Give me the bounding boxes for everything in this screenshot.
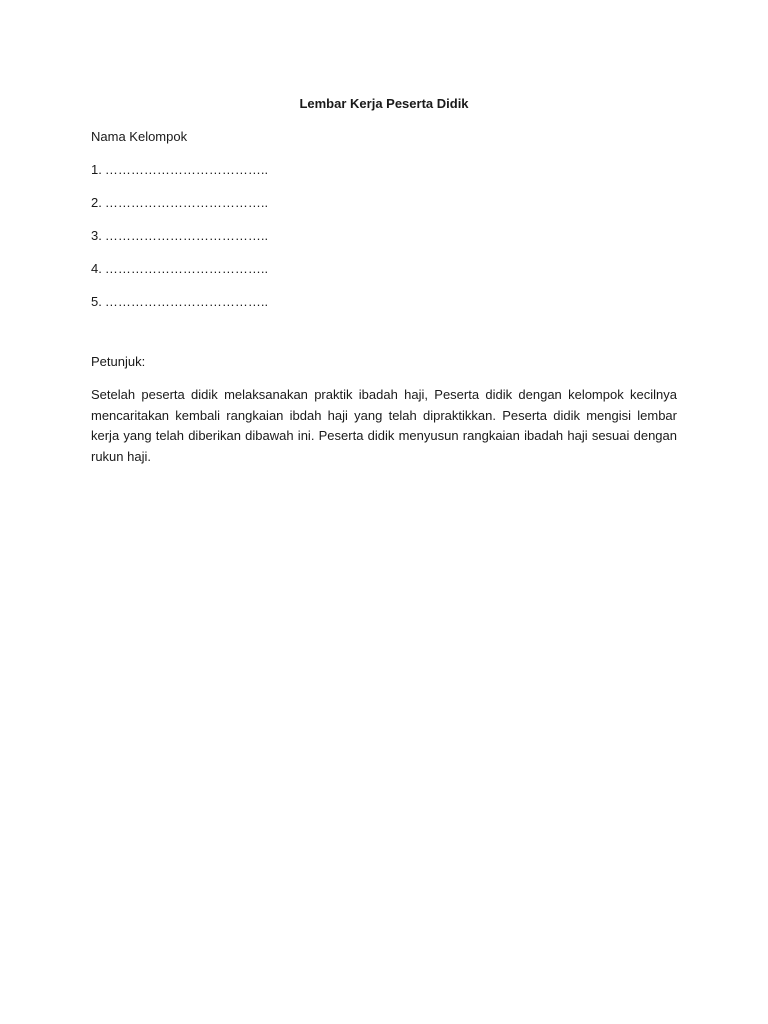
member-number: 4. — [91, 261, 102, 276]
member-number: 3. — [91, 228, 102, 243]
list-item — [91, 226, 677, 246]
member-number: 2. — [91, 195, 102, 210]
instruction-label: Petunjuk: — [91, 354, 146, 369]
member-blank: ……………………………….. — [104, 294, 269, 309]
member-blank: ……………………………….. — [104, 162, 269, 177]
list-item — [91, 160, 677, 180]
member-number: 5. — [91, 294, 102, 309]
instruction-paragraph: Setelah peserta didik melaksanakan praktik ibadah haji, Peserta didik dengan kelompok kecilnya mencaritakan kembali rangkaian ibdah haji yang telah dipraktikkan. Peserta didik mengisi lembar kerja yang telah diberikan dibawah ini. Peserta didik menyusun rangkaian ibadah haji sesuai dengan rukun haji. — [91, 387, 677, 464]
page-title: Lembar Kerja Peserta Didik — [299, 96, 469, 111]
list-item — [91, 259, 677, 279]
list-item — [91, 292, 677, 312]
member-number: 1. — [91, 162, 102, 177]
group-name-label: Nama Kelompok — [91, 129, 188, 144]
list-item — [91, 193, 677, 213]
member-blank: ……………………………….. — [104, 195, 269, 210]
document-content — [91, 94, 677, 467]
member-blank: ……………………………….. — [104, 261, 269, 276]
member-list — [91, 160, 677, 312]
member-blank: ……………………………….. — [104, 228, 269, 243]
